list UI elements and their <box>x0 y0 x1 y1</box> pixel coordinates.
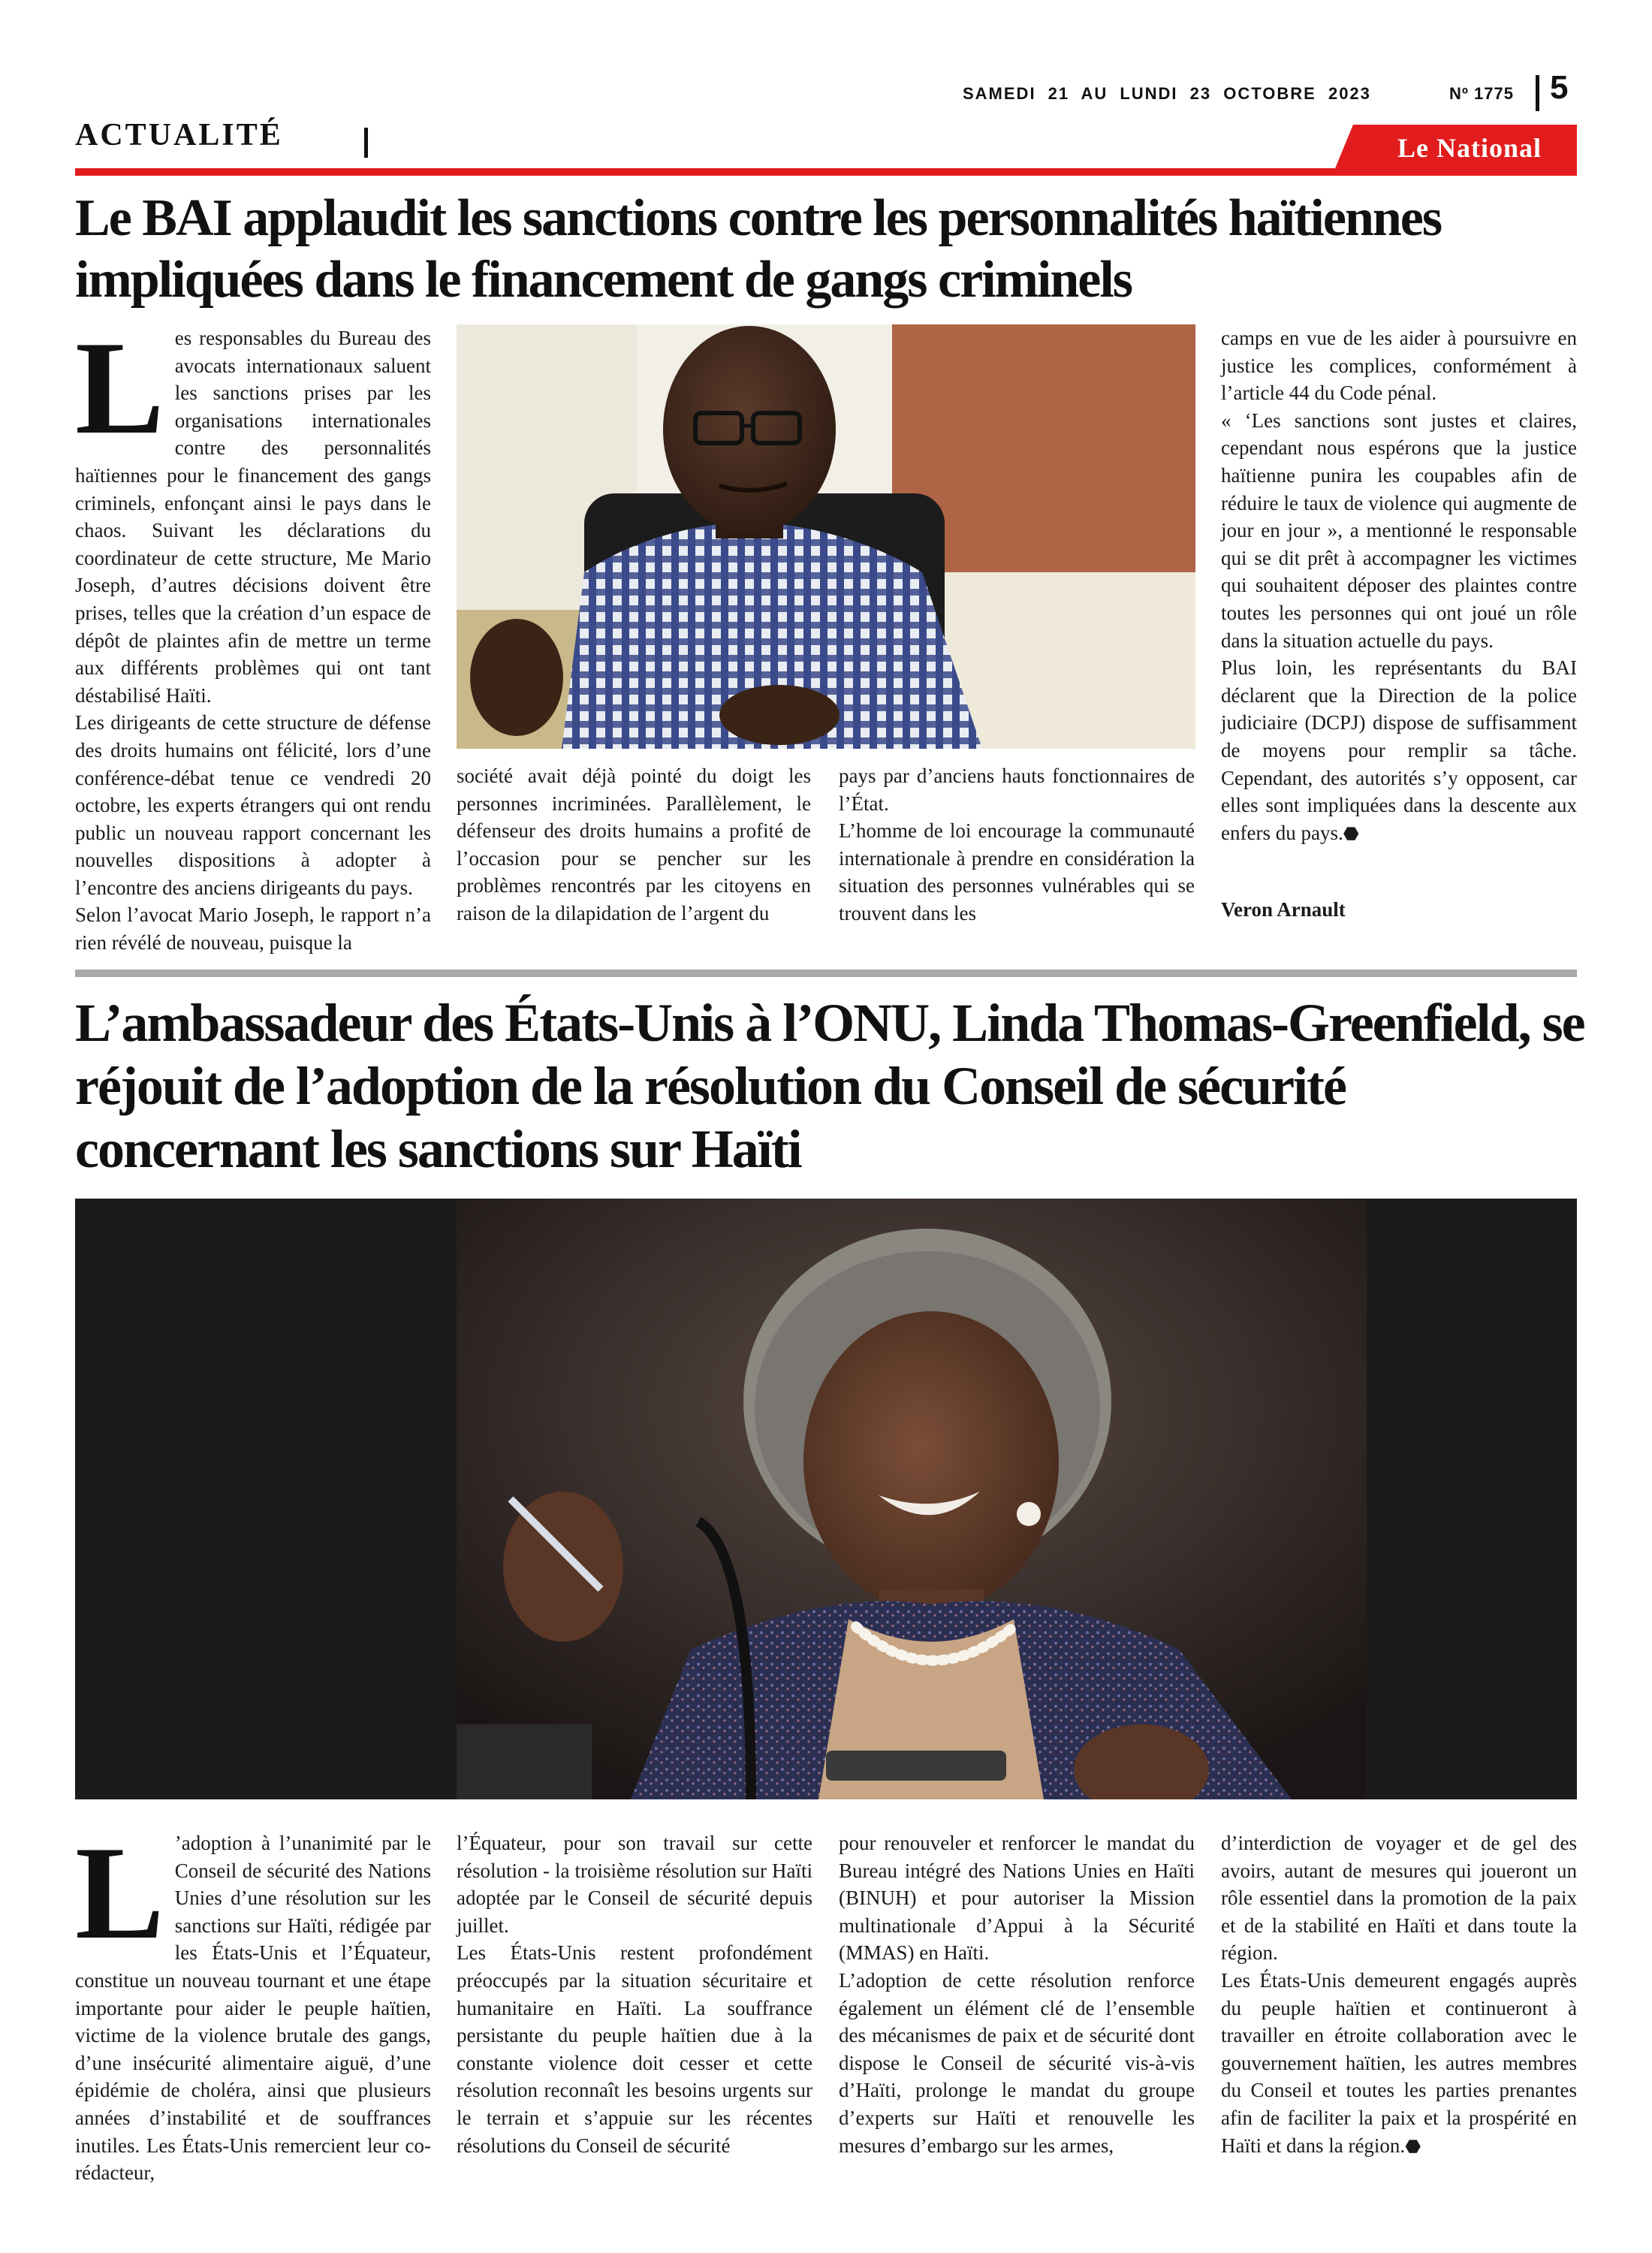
article2-paragraph: ’adoption à l’unanimité par le Conseil de sécurité des Nations Unies d’une résolution sur les sanctions sur Haïti, rédigée par les États-Unis et l’Équateur, constitue un nouveau tournant et une étape importante pour aider le peuple haïtien, victime de la violence brutale des gangs, d’une insécurité alimentaire aiguë, d’une épidémie de choléra, ainsi que plusieurs années d’instabilité et de souffrances inutiles. Les États-Unis remercient leur co-rédacteur, <box>75 1832 431 2185</box>
section-title: ACTUALITÉ <box>75 118 283 152</box>
article1-paragraph: camps en vue de les aider à poursuivre en justice les complices, conformément à l’article 44 du Code pénal. <box>1221 327 1577 405</box>
brand-name: Le National <box>1397 133 1542 163</box>
article1-byline: Veron Arnault <box>1221 898 1346 921</box>
article2-paragraph: L’adoption de cette résolution renforce également un élément clé de l’ensemble des mécanismes de paix et de sécurité dont dispose le Conseil de sécurité vis-à-vis d’Haïti, prolonge le mandat du groupe d’experts sur Haïti et renouvelle les mesures d’embargo sur les armes, <box>839 1968 1195 2157</box>
ambassador-portrait-photo <box>75 1199 1577 1799</box>
issue-date: SAMEDI 21 AU LUNDI 23 OCTOBRE 2023 <box>963 84 1371 103</box>
article-separator-rule <box>75 970 1577 977</box>
article1-column-2 <box>457 762 811 927</box>
article2-paragraph: pour renouveler et renforcer le mandat du Bureau intégré des Nations Unies en Haïti (BINUH) et pour autoriser la Mission multinationale d’Appui à la Sécurité (MMAS) en Haïti. <box>839 1832 1195 1965</box>
article2-paragraph: d’interdiction de voyager et de gel des avoirs, autant de mesures qui joueront un rôle essentiel dans la promotion de la paix et de la stabilité en Haïti et dans toute la région. <box>1221 1832 1577 1965</box>
article1-paragraph: Selon l’avocat Mario Joseph, le rapport n’a rien révélé de nouveau, puisque la <box>75 903 431 955</box>
end-mark-icon: ⬣ <box>1343 824 1359 844</box>
article1-paragraph: « ‘Les sanctions sont justes et claires, cependant nous espérons que la justice haïtienne punira les coupables afin de réduire le taux de violence qui augmente de jour en jour », a mentionné le responsable qui se dit prêt à accompagner les victimes qui souhaitent déposer des plaintes contre toutes les personnes qui ont joué un rôle dans la situation actuelle du pays. <box>1221 409 1577 652</box>
article1-column-3 <box>839 762 1195 927</box>
article2-column-2 <box>457 1829 812 2159</box>
article1-paragraph: société avait déjà pointé du doigt les personnes incriminées. Parallèlement, le défenseur des droits humains a profité de l’occasion pour se pencher sur les problèmes rencontrés par les citoyens en raison de la dilapidation de l’argent du <box>457 765 811 924</box>
article2-paragraph: Les États-Unis demeurent engagés auprès du peuple haïtien et continueront à travailler en étroite collaboration avec le gouvernement haïtien, les autres membres du Conseil et toutes les parties prenantes afin de faciliter la paix et la prospérité en Haïti et dans la région. <box>1221 1968 1577 2157</box>
article2-paragraph: Les États-Unis restent profondément préoccupés par la situation sécuritaire et humanitaire en Haïti. La souffrance persistante du peuple haïtien due à la constante violence doit cesser et cette résolution reconnaît les besoins urgents sur le terrain et s’appuie sur les récentes résolutions du Conseil de sécurité <box>457 1941 812 2157</box>
article1-paragraph: Plus loin, les représentants du BAI déclarent que la Direction de la police judiciaire (DCPJ) dispose de suffisamment de moyens pour remplir sa tâche. Cependant, des autorités s’y opposent, car elles sont impliquées dans la descente aux enfers du pays. <box>1221 656 1577 844</box>
article2-paragraph: l’Équateur, pour son travail sur cette résolution - la troisième résolution sur Haïti adoptée par le Conseil de sécurité depuis juillet. <box>457 1832 812 1937</box>
article1-column-1 <box>75 313 431 957</box>
article1-paragraph: L’homme de loi encourage la communauté internationale à prendre en considération la situation des personnes vulnérables qui se trouvent dans les <box>839 819 1195 924</box>
article1-paragraph: es responsables du Bureau des avocats internationaux saluent les sanctions prises par les organisations internationales contre des personnalités haïtiennes pour le financement des gangs criminels, enfonçant ainsi le pays dans le chaos. Suivant les déclarations du coordinateur de cette structure, Me Mario Joseph, d’autres décisions doivent être prises, telles que la création d’un espace de dépôt de plaintes afin de mettre un terme aux différents problèmes qui ont tant déstabilisé Haïti. <box>75 327 431 707</box>
section-divider <box>364 128 368 158</box>
article2-column-3 <box>839 1829 1195 2159</box>
end-mark-icon: ⬣ <box>1405 2137 1421 2157</box>
article1-paragraph: pays par d’anciens hauts fonctionnaires de l’État. <box>839 765 1195 815</box>
article2-photo <box>75 1199 1577 1799</box>
article1-drop-cap: L <box>75 313 164 462</box>
article1-photo <box>457 324 1195 749</box>
man-speaking-photo <box>457 324 1195 749</box>
article2-headline: L’ambassadeur des États-Unis à l’ONU, Linda Thomas-Greenfield, se réjouit de l’adoption de la résolution du Conseil de sécurité concernant les sanctions sur Haïti <box>75 993 1584 1179</box>
article1-paragraph: Les dirigeants de cette structure de défense des droits humains ont félicité, lors d’une conférence-débat tenue ce vendredi 20 octobre, les experts étrangers qui ont rendu public un nouveau rapport concernant les nouvelles dispositions à adopter à l’encontre des anciens dirigeants du pays. <box>75 711 431 899</box>
header-divider <box>1536 75 1539 111</box>
article2-column-1 <box>75 1818 431 2187</box>
page-number: 5 <box>1550 69 1569 106</box>
article2-column-4 <box>1221 1829 1577 2161</box>
article1-column-4 <box>1221 324 1577 848</box>
article1-headline: Le BAI applaudit les sanctions contre les personnalités haïtiennes impliquées dans le financement de gangs criminels <box>75 189 1442 309</box>
article2-drop-cap: L <box>75 1818 164 1967</box>
issue-number: Nº 1775 <box>1449 84 1514 103</box>
header-red-rule <box>75 168 1577 176</box>
